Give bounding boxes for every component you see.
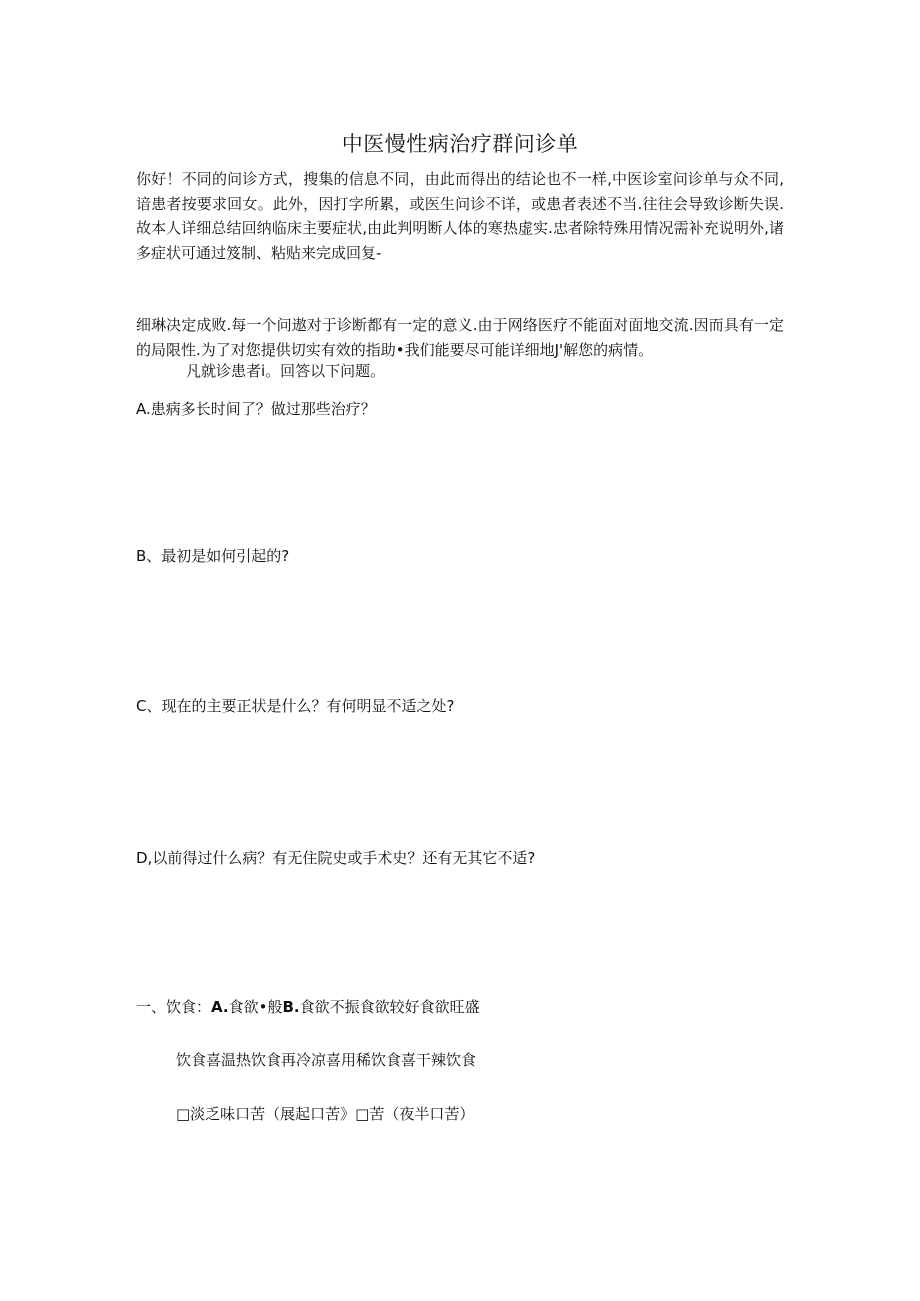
instruction-line: 凡就诊患者i。回答以下问题。 [186, 362, 386, 380]
intro-paragraph: 你好！不同的问诊方式，搜集的信息不同，由此而得出的结论也不一样,中医诊室问诊单与众不同,谙患者按要求回女。此外，因打字所累，或医生问诊不详，或患者表述不当.往往会导致诊断失误.故本人详细总结回纳临床主要症状,由此判明断人体的寒热虚实.忠者除特殊用情况需补充说明外,诸多症状可通过笈制、粘贴来完成回复- [136, 170, 784, 262]
diet-heading: 一、饮食： [136, 998, 212, 1016]
diet-option-b-letter: B. [282, 998, 300, 1016]
taste-options: □淡乏味口苦（展起口苦》□苦（夜半口苦） [176, 1105, 475, 1123]
diet-section [136, 996, 480, 1017]
notice-paragraph: 细琳决定成败.每一个问遨对于诊断都有一定的意义.由于网络医疗不能面对面地交流.因而具有一定的局限性.为了对您提供切实有效的指助•我们能要尽可能详细地J'解您的病情。 [136, 316, 784, 359]
diet-preferences: 饮食喜温热饮食再冷凉喜用稀饮食喜干辣饮食 [176, 1051, 477, 1069]
page-title: 中医慢性病治疗群问诊单 [341, 132, 579, 156]
diet-option-b: 食欲不振食欲较好食欲旺盛 [299, 998, 480, 1016]
question-a: A.患病多长时间了？做过那些治疗？ [136, 400, 376, 418]
diet-option-a: 食欲•般 [228, 998, 283, 1016]
diet-option-a-letter: A. [211, 998, 229, 1016]
question-c: C、现在的主要正状是什么？有何明显不适之处? [136, 697, 455, 715]
question-b: B、最初是如何引起的? [136, 547, 290, 565]
question-d: D,以前得过什么病？有无住院史或手术史？还有无其它不适? [136, 849, 536, 867]
